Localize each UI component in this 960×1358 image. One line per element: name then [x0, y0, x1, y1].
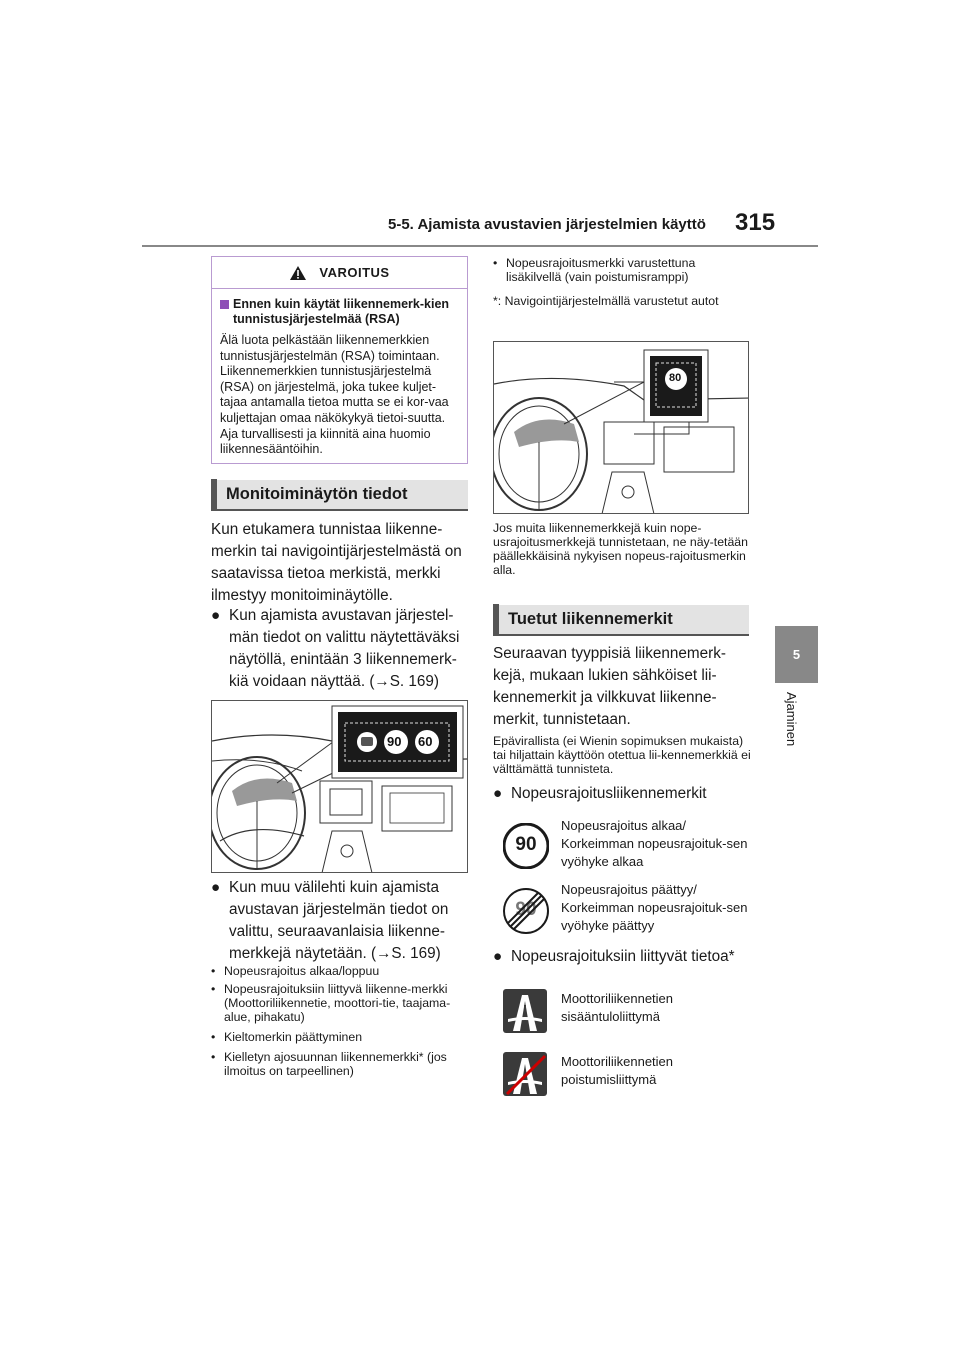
warning-box	[211, 256, 468, 464]
intro-paragraph: Kun etukamera tunnistaa liikenne-merkin tai navigointijärjestelmästä on saatavissa tietoa merkistä, merkki ilmestyy monitoiminäytölle.	[211, 521, 462, 604]
motorway-exit-sign	[503, 1052, 547, 1096]
sub-item: • Nopeusrajoitus alkaa/loppuu	[211, 964, 380, 978]
sub-item: • Nopeusrajoituksiin liittyvä liikenne-merkki (Moottoriliikennetie, moottori-tie, taajama-alue, pihakatu)	[211, 982, 451, 1024]
sign-description: Moottoriliikennetien poistumisliittymä	[561, 1054, 674, 1087]
sign-value: 90	[515, 834, 537, 855]
sign-description: Moottoriliikennetien sisääntuloliittymä	[561, 991, 674, 1024]
heading-bar	[493, 604, 499, 635]
bullet-text: Kun muu välilehti kuin ajamista avustavan järjestelmän tiedot on valittu, seuraavanlaisia liikenne-merkkejä näytetään. (→S. 169)	[229, 879, 449, 962]
section-heading-signs	[493, 605, 749, 636]
speed-sign-value: 80	[669, 372, 682, 384]
bullet-dot-icon: ●	[211, 607, 221, 624]
bullet-item	[211, 877, 473, 965]
illustration-note: Jos muita liikennemerkkejä kuin nope-usrajoitusmerkkejä tunnistetaan, ne näy-tetään päällekkäisinä nykyisen nopeus-rajoitusmerkin alla.	[493, 521, 748, 577]
bullet-text: Nopeusrajoituksiin liittyvät tietoa*	[511, 948, 735, 965]
sign-description: Nopeusrajoitus alkaa/ Korkeimman nopeusrajoituk-sen vyöhyke alkaa	[561, 818, 748, 869]
warning-header	[212, 257, 467, 289]
bullet-item	[493, 946, 755, 968]
warning-title: VAROITUS	[319, 265, 390, 280]
warning-icon	[289, 265, 307, 281]
chapter-title: 5-5. Ajamista avustavien järjestelmien käyttö	[388, 216, 706, 233]
bullet-text: Nopeusrajoitusliikennemerkit	[511, 785, 707, 802]
end-stripes-icon	[503, 888, 549, 934]
signs-note: Epävirallista (ei Wienin sopimuksen mukaista) tai hiljattain käyttöön otettua lii-kennemerkkiä ei välttämättä tunnisteta.	[493, 734, 751, 776]
speed-sign-value: 60	[418, 734, 433, 749]
speed-sign-value: 90	[387, 734, 402, 749]
bullet-item	[211, 605, 473, 693]
bullet-dot-icon: ●	[493, 948, 503, 965]
motorway-end-icon	[503, 1052, 547, 1096]
motorway-icon	[503, 989, 547, 1033]
section-heading-monitor	[211, 480, 468, 511]
bullet-item	[493, 783, 755, 805]
sub-item: • Nopeusrajoitusmerkki varustettuna lisäkilvellä (vain poistumisramppi)	[493, 256, 696, 284]
page-number: 315	[735, 209, 776, 236]
sign-description: Nopeusrajoitus päättyy/ Korkeimman nopeusrajoituk-sen vyöhyke päättyy	[561, 882, 748, 933]
speed-limit-end-sign	[503, 888, 549, 934]
sub-item-list	[211, 964, 473, 1078]
motorway-entry-sign	[503, 989, 547, 1033]
warning-subtitle	[220, 297, 459, 327]
cockpit-illustration-2	[493, 341, 749, 514]
cockpit-illustration-1	[211, 700, 468, 873]
chapter-tab-label: Ajaminen	[784, 692, 799, 747]
warning-body: Älä luota pelkästään liikennemerkkien tunnistusjärjestelmän (RSA) toimintaan. Liikennemerkkien tunnistusjärjestelmä (RSA) on järjestelmä, joka tukee kuljet-tajaa antamalla tietoa mutta se ei kor-vaa kuljettajan omaa näkökykyä tietoi-suutta. Aja turvallisesti ja kiinnitä aina huomio liikennesääntöihin.	[220, 333, 449, 457]
bullet-dot-icon: ●	[493, 785, 503, 802]
bullet-text: Kun ajamista avustavan järjestel-män tiedot on valittu näytettäväksi näytöllä, enintään 3 liikennemerk-kiä voidaan näyttää. (→S. 169)	[229, 607, 460, 690]
cockpit-drawing	[494, 342, 749, 514]
footnote: *: Navigointijärjestelmällä varustetut autot	[493, 294, 719, 308]
heading-bar	[211, 479, 217, 510]
section-title: Monitoiminäytön tiedot	[226, 485, 408, 503]
sign-value: 90	[515, 899, 537, 920]
signs-paragraph: Seuraavan tyyppisiä liikennemerk-kejä, mukaan lukien sähköiset lii-kennemerkit ja vilkkuvat liikenne-merkit, tunnistetaan.	[493, 645, 726, 728]
speed-limit-start-sign	[503, 823, 549, 869]
sub-item: • Kielletyn ajosuunnan liikennemerkki* (jos ilmoitus on tarpeellinen)	[211, 1050, 447, 1078]
section-title: Tuetut liikennemerkit	[508, 610, 673, 628]
bullet-square-icon	[220, 300, 229, 309]
sub-item: • Kieltomerkin päättyminen	[211, 1030, 363, 1044]
warning-subtitle-text: Ennen kuin käytät liikennemerk-kien tunnistusjärjestelmää (RSA)	[233, 297, 450, 326]
header-divider	[142, 245, 818, 247]
chapter-tab[interactable]: 5	[775, 626, 818, 683]
cockpit-drawing	[212, 701, 468, 873]
bullet-dot-icon: ●	[211, 879, 221, 896]
